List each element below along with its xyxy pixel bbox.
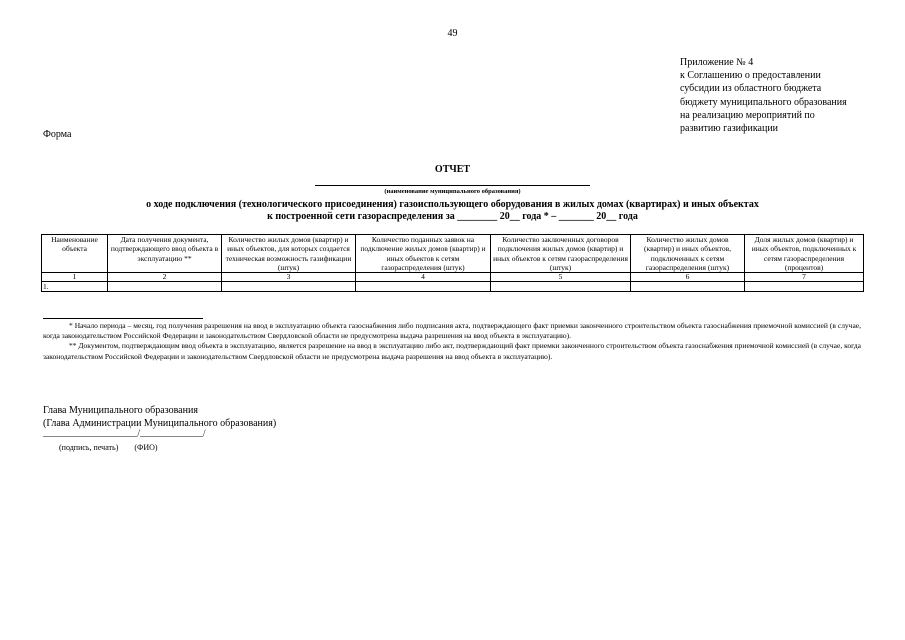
appendix-line: бюджету муниципального образования xyxy=(680,96,847,108)
municipality-caption: (наименование муниципального образования) xyxy=(384,188,521,195)
table-cell xyxy=(356,282,491,292)
footnotes xyxy=(43,321,861,362)
signature-subtitle: (Глава Администрации Муниципального образования) xyxy=(43,417,277,429)
signature-caption: (подпись, печать) (ФИО) xyxy=(59,443,158,452)
column-header: Доля жилых домов (квартир) и иных объектов, подключенных к сетям газораспределения (процентов) xyxy=(745,235,864,273)
subtitle-line: о ходе подключения (технологического присоединения) газоиспользующего оборудования в жилых домах (квартирах) и иных объектах xyxy=(146,199,759,210)
table-cell: 1. xyxy=(42,282,108,292)
appendix-line: субсидии из областного бюджета xyxy=(680,83,822,95)
table-row xyxy=(42,282,864,292)
column-number-row xyxy=(42,273,864,282)
column-number: 5 xyxy=(491,273,631,282)
appendix-line: развитию газификации xyxy=(680,123,779,135)
column-number: 4 xyxy=(356,273,491,282)
footnote-2: ** Документом, подтверждающим ввод объекта в эксплуатацию, является разрешение на ввод в эксплуатацию либо акт, подтверждающий факт приемки законченного строительством объекта газоснабжения приемочной комиссией (в случае, когда законодательством Российской Федерации и законодательством Свердловской области не предусмотрена выдача разрешения на ввод объекта в эксплуатацию). xyxy=(43,341,861,361)
column-header: Количество заключенных договоров подключения жилых домов (квартир) и иных объектов к сетям газораспределения (штук) xyxy=(491,235,631,273)
column-header: Дата получения документа, подтверждающего ввод объекта в эксплуатацию ** xyxy=(108,235,222,273)
report-title: ОТЧЕТ xyxy=(434,164,471,175)
table-cell xyxy=(631,282,745,292)
appendix-line: к Соглашению о предоставлении xyxy=(680,70,821,82)
appendix-line: на реализацию мероприятий по xyxy=(680,109,815,121)
column-number: 3 xyxy=(222,273,356,282)
municipality-name-line xyxy=(315,185,590,186)
column-number: 7 xyxy=(745,273,864,282)
signature-title: Глава Муниципального образования xyxy=(43,405,198,416)
page-number: 49 xyxy=(447,28,458,39)
report-table xyxy=(41,234,864,292)
signature-blank-line: _____________________/______________/ xyxy=(43,428,206,438)
signature-block xyxy=(43,405,276,430)
column-header: Количество поданных заявок на подключение жилых домов (квартир) и иных объектов к сетям газораспределения (штук) xyxy=(356,235,491,273)
column-header: Количество жилых домов (квартир) и иных объектов, для которых создается техническая возможность газификации (штук) xyxy=(222,235,356,273)
footnote-1: * Начало периода – месяц, год получения разрешения на ввод в эксплуатацию объекта газоснабжения либо подписания акта, подтверждающего факт приемки законченного строительством объекта газоснабжения приемочной комиссией (в случае, когда законодательством Российской Федерации и законодательством Свердловской области не предусмотрена выдача разрешения на ввод объекта в эксплуатацию). xyxy=(43,321,861,341)
report-subtitle xyxy=(60,199,845,223)
column-number: 6 xyxy=(631,273,745,282)
table-cell xyxy=(108,282,222,292)
subtitle-line: к построенной сети газораспределения за ________ 20__ года * – _______ 20__ года xyxy=(267,211,638,222)
column-number: 2 xyxy=(108,273,222,282)
appendix-block xyxy=(680,56,880,135)
table-cell xyxy=(222,282,356,292)
footnote-separator xyxy=(43,318,203,319)
column-header: Количество жилых домов (квартир) и иных объектов, подключенных к сетям газораспределения (штук) xyxy=(631,235,745,273)
table-cell xyxy=(745,282,864,292)
form-label: Форма xyxy=(43,129,72,140)
table-header-row xyxy=(42,235,864,273)
column-header: Наименование объекта xyxy=(42,235,108,273)
table-cell xyxy=(491,282,631,292)
column-number: 1 xyxy=(42,273,108,282)
appendix-line: Приложение № 4 xyxy=(680,57,754,68)
